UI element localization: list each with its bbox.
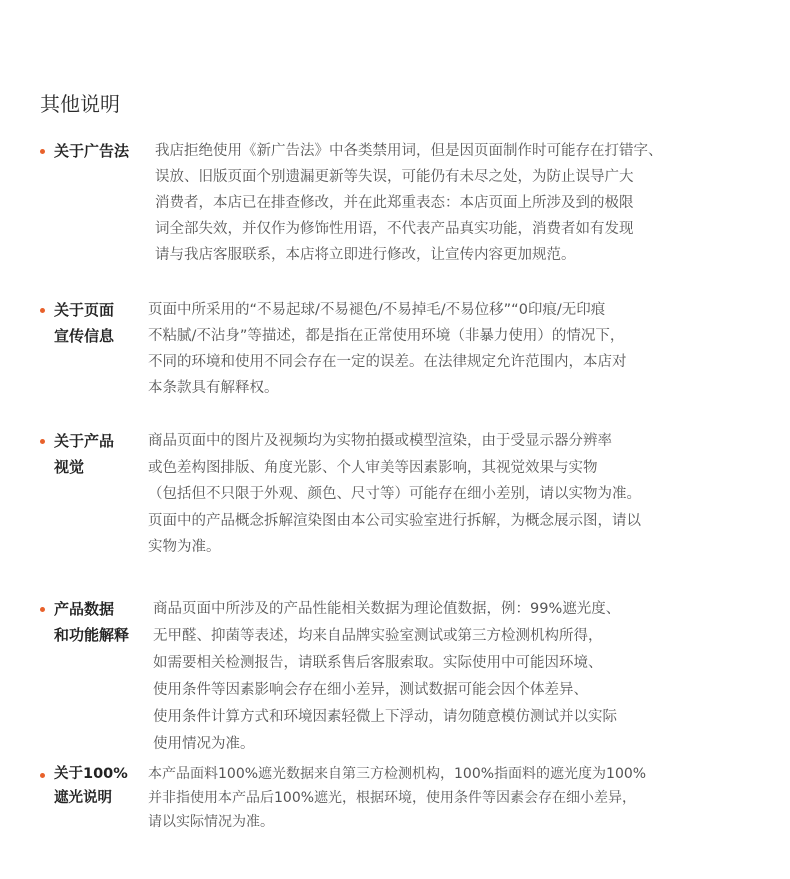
section-body [155, 138, 663, 268]
label-line: 和功能解释 [54, 626, 130, 644]
body-line: 实物为准。 [148, 539, 221, 555]
bullet-dot [40, 308, 45, 313]
body-line: 不同的环境和使用不同会存在一定的误差。在法律规定允许范围内，本店对 [148, 354, 627, 370]
body-line: 商品页面中的图片及视频均为实物拍摄或模型渲染，由于受显示器分辨率 [148, 433, 612, 449]
bullet-dot [40, 439, 45, 444]
body-line: 无甲醛、抑菌等表述，均来自品牌实验室测试或第三方检测机构所得， [153, 628, 603, 644]
label-line: 视觉 [54, 458, 85, 476]
label-line: 关于产品 [54, 432, 115, 450]
section-label [54, 297, 114, 349]
body-line: 使用条件计算方式和环境因素轻微上下浮动，请勿随意模仿测试并以实际 [153, 709, 617, 725]
section-label [54, 428, 114, 480]
section-body [153, 596, 620, 758]
body-line: 误放、旧版页面个别遗漏更新等失误，可能仍有未尽之处，为防止误导广大 [155, 169, 634, 185]
label-line: 关于页面 [54, 301, 115, 319]
body-line: 使用条件等因素影响会存在细小差异，测试数据可能会因个体差异、 [153, 682, 588, 698]
label-line: 关于广告法 [54, 142, 130, 160]
section-body [148, 762, 646, 834]
body-line: 本产品面料100%遮光数据来自第三方检测机构，100%指面料的遮光度为100% [148, 766, 647, 782]
body-line: 页面中所采用的“不易起球/不易褪色/不易掉毛/不易位移”“0印痕/无印痕 [148, 302, 606, 318]
body-line: 不粘腻/不沾身”等描述，都是指在正常使用环境（非暴力使用）的情况下， [148, 328, 625, 344]
body-line: 词全部失效，并仅作为修饰性用语，不代表产品真实功能，消费者如有发现 [155, 221, 634, 237]
body-line: 消费者，本店已在排查修改，并在此郑重表态：本店页面上所涉及到的极限 [155, 195, 634, 211]
body-line: 并非指使用本产品后100%遮光，根据环境，使用条件等因素会存在细小差异， [148, 790, 637, 806]
section-label [54, 596, 129, 648]
body-line: 页面中的产品概念拆解渲染图由本公司实验室进行拆解，为概念展示图，请以 [148, 512, 641, 529]
label-line: 产品数据 [54, 600, 115, 618]
label-line: 遮光说明 [54, 790, 112, 806]
body-line: 请以实际情况为准。 [148, 814, 274, 830]
body-line: 或色差构图排版、角度光影、个人审美等因素影响，其视觉效果与实物 [148, 459, 598, 476]
section-body [148, 428, 641, 561]
bullet-dot [40, 149, 45, 154]
page-title: 其他说明 [40, 92, 120, 116]
body-line: 我店拒绝使用《新广告法》中各类禁用词，但是因页面制作时可能存在打错字、 [155, 143, 663, 159]
body-line: 使用情况为准。 [153, 736, 255, 752]
body-line: 商品页面中所涉及的产品性能相关数据为理论值数据，例：99%遮光度、 [153, 601, 621, 617]
body-line: 如需要相关检测报告，请联系售后客服索取。实际使用中可能因环境、 [153, 655, 603, 671]
section-label [54, 762, 128, 810]
body-line: 请与我店客服联系，本店将立即进行修改，让宣传内容更加规范。 [155, 247, 576, 263]
section-label [54, 138, 129, 164]
section-body [148, 297, 627, 401]
bullet-dot [40, 773, 45, 778]
label-line: 宣传信息 [54, 327, 115, 345]
body-line: 本条款具有解释权。 [148, 380, 279, 396]
label-line: 关于100% [54, 766, 128, 782]
body-line: （包括但不只限于外观、颜色、尺寸等）可能存在细小差别，请以实物为准。 [148, 486, 641, 502]
bullet-dot [40, 607, 45, 612]
